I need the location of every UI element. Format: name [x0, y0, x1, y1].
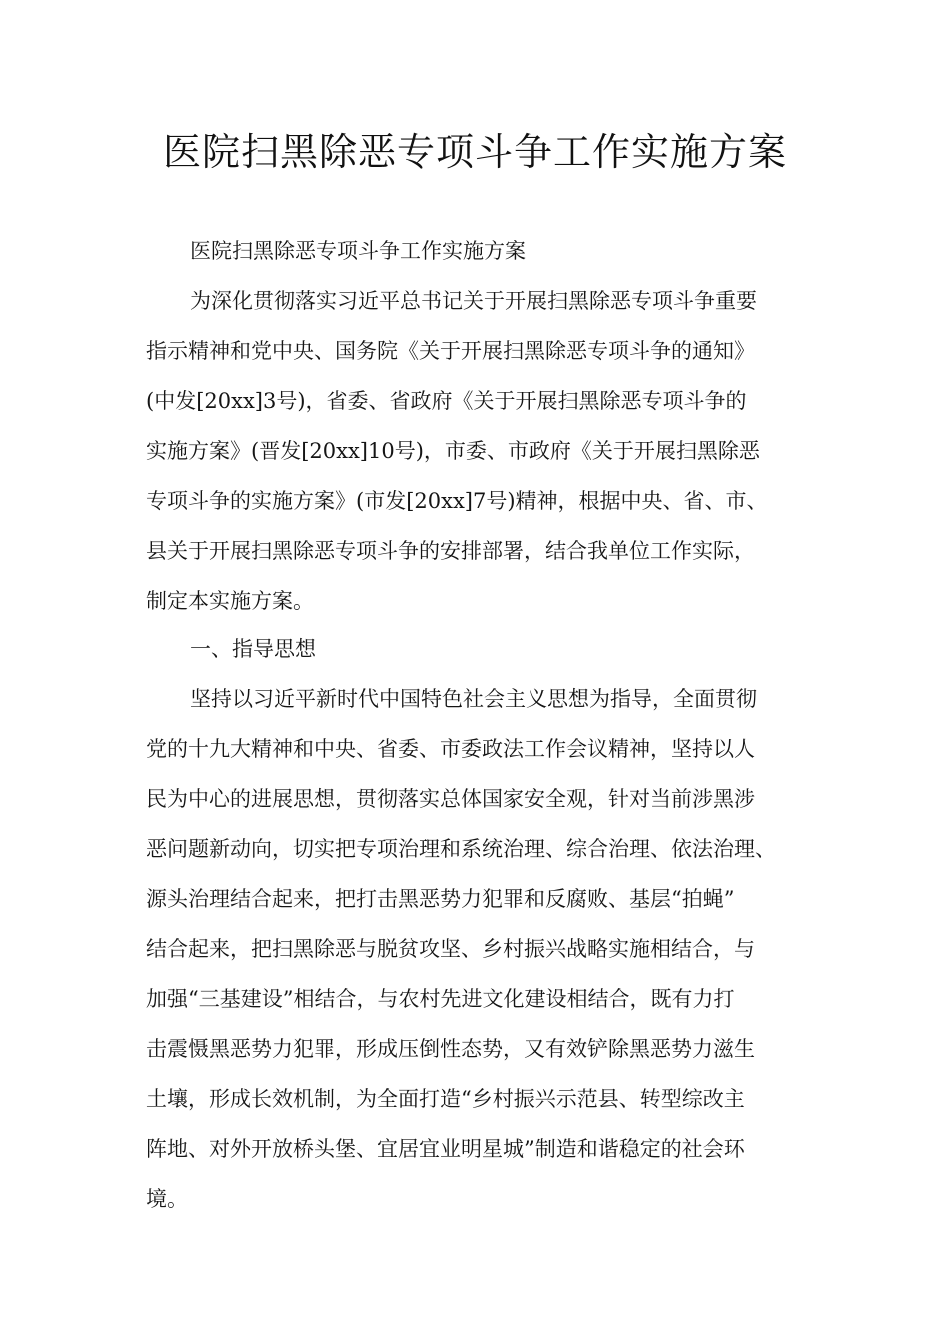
paragraph-line: 党的十九大精神和中央、省委、市委政法工作会议精神，坚持以人 — [146, 737, 755, 761]
subtitle-line: 医院扫黑除恶专项斗争工作实施方案 — [190, 239, 526, 263]
section-heading: 一、指导思想 — [190, 637, 316, 661]
paragraph-line: (中发[20xx]3号)，省委、省政府《关于开展扫黑除恶专项斗争的 — [146, 389, 747, 413]
paragraph-line: 击震慑黑恶势力犯罪，形成压倒性态势，又有效铲除黑恶势力滋生 — [146, 1037, 755, 1061]
paragraph-line: 加强“三基建设”相结合，与农村先进文化建设相结合，既有力打 — [146, 987, 735, 1011]
paragraph-line: 县关于开展扫黑除恶专项斗争的安排部署，结合我单位工作实际， — [146, 539, 755, 563]
paragraph-line: 结合起来，把扫黑除恶与脱贫攻坚、乡村振兴战略实施相结合，与 — [146, 937, 755, 961]
paragraph-line: 境。 — [146, 1187, 188, 1211]
paragraph-line: 恶问题新动向，切实把专项治理和系统治理、综合治理、依法治理、 — [146, 837, 776, 861]
paragraph-line: 实施方案》(晋发[20xx]10号)，市委、市政府《关于开展扫黑除恶 — [146, 439, 760, 463]
paragraph-line: 指示精神和党中央、国务院《关于开展扫黑除恶专项斗争的通知》 — [146, 339, 755, 363]
document-title: 医院扫黑除恶专项斗争工作实施方案 — [162, 130, 787, 174]
paragraph-line: 制定本实施方案。 — [146, 589, 314, 613]
paragraph-line: 为深化贯彻落实习近平总书记关于开展扫黑除恶专项斗争重要 — [190, 289, 757, 313]
paragraph-line: 坚持以习近平新时代中国特色社会主义思想为指导，全面贯彻 — [190, 687, 757, 711]
paragraph-line: 源头治理结合起来，把打击黑恶势力犯罪和反腐败、基层“拍蝇” — [146, 887, 735, 911]
paragraph-line: 专项斗争的实施方案》(市发[20xx]7号)精神，根据中央、省、市、 — [146, 489, 768, 513]
paragraph-line: 土壤，形成长效机制，为全面打造“乡村振兴示范县、转型综改主 — [146, 1087, 745, 1111]
paragraph-line: 民为中心的进展思想，贯彻落实总体国家安全观，针对当前涉黑涉 — [146, 787, 755, 811]
paragraph-line: 阵地、对外开放桥头堡、宜居宜业明星城”制造和谐稳定的社会环 — [146, 1137, 745, 1161]
